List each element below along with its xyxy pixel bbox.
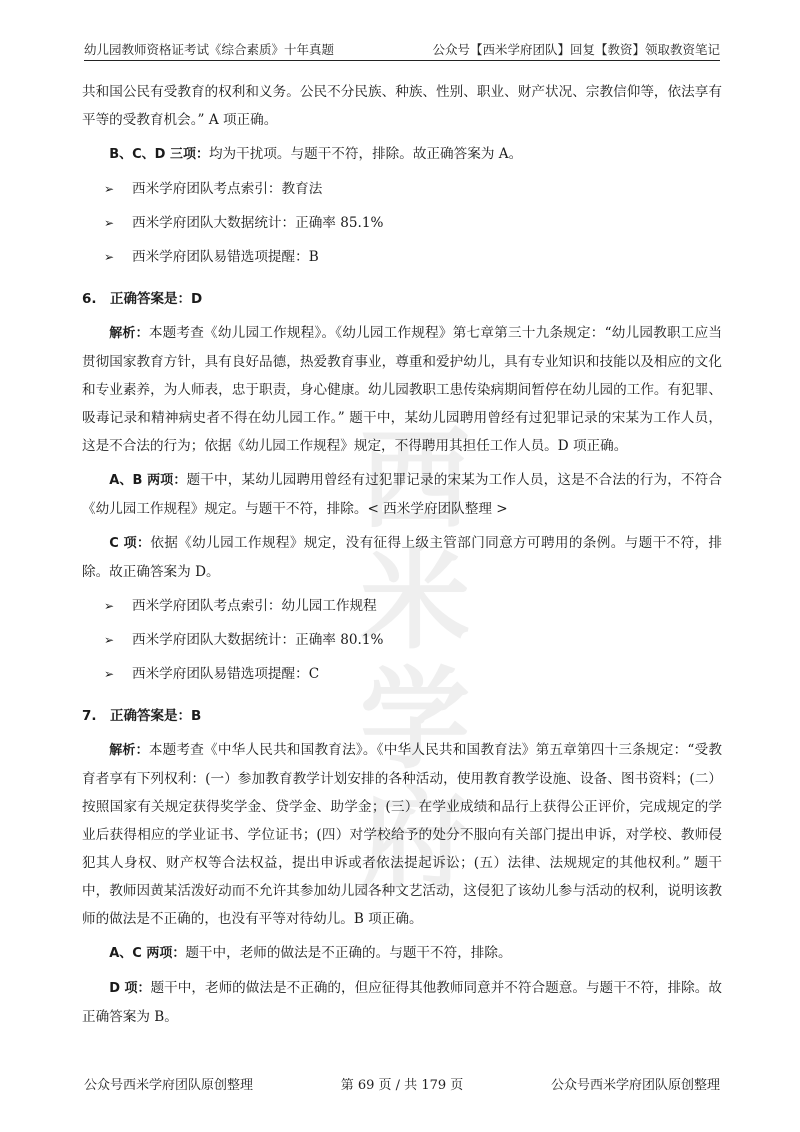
watermark-line-2: 学府 (360, 656, 470, 904)
q7-jiexi-label: 解析： (109, 743, 149, 758)
q7-jiexi-text: 本题考查《中华人民共和国教育法》。《中华人民共和国教育法》第五章第四十三条规定：“受教育者享有下列权利：(一）参加教育教学计划安排的各种活动，使用教育教学设施、设备、图书资料；(二）按照国家有关规定获得奖学金、贷学金、助学金；(三）在学业成绩和品行上获得公正评价，完成规定的学业后获得相应的学业证书、学位证书；(四）对学校给予的处分不服向有关部门提出申诉，对学校、教师侵犯其人身权、财产权等合法权益，提出申诉或者依法提起诉讼；(五）法律、法规规定的其他权利。” 题干中，教师因黄某活泼好动而不允许其参加幼儿园各种文艺活动，这侵犯了该幼儿参与活动的权利，说明该教师的做法是不正确的，也没有平等对待幼儿。B 项正确。 (82, 742, 722, 927)
q7-heading (82, 702, 722, 730)
q6-c-paragraph (82, 529, 722, 586)
q7-explanation (82, 736, 722, 933)
header-title: 幼儿园教师资格证考试《综合素质》十年真题 (84, 42, 335, 57)
q7-d-paragraph (82, 974, 722, 1031)
arrow-bullet-icon: ➢ (104, 250, 115, 264)
list-item: ➢ 西米学府团队大数据统计：正确率 85.1% (82, 209, 722, 237)
q6-heading (82, 285, 722, 313)
footer-left: 公众号西米学府团队原创整理 (84, 1078, 254, 1093)
arrow-bullet-icon: ➢ (104, 633, 115, 647)
q7-d-label: D 项： (109, 981, 151, 996)
q6-answer: 正确答案是：D (110, 291, 203, 307)
q6-ab-paragraph (82, 466, 722, 523)
list-item: ➢ 西米学府团队考点索引：幼儿园工作规程 (82, 592, 722, 620)
page-number: 第 69 页 / 共 179 页 (340, 1078, 464, 1093)
page-header (84, 38, 720, 61)
list-item: ➢ 西米学府团队大数据统计：正确率 80.1% (82, 626, 722, 654)
list-item: ➢ 西米学府团队易错选项提醒：B (82, 243, 722, 271)
header-promo: 公众号【西米学府团队】回复【教资】领取教资笔记 (432, 42, 720, 57)
watermark-line-1: 西米 (360, 416, 470, 664)
q7-ac-label: A、C 两项： (109, 946, 186, 961)
page-footer (84, 1074, 720, 1094)
q5-continuation: 共和国公民有受教育的权利和义务。公民不分民族、种族、性别、职业、财产状况、宗教信仰等，依法享有平等的受教育机会。” A 项正确。 (82, 84, 722, 128)
q6-ab-text: 题干中，某幼儿园聘用曾经有过犯罪记录的宋某为工作人员，这是不合法的行为，不符合《幼儿园工作规程》规定。与题干不符，排除。< 西米学府团队整理 > (82, 472, 723, 517)
q5-bcd-paragraph (82, 140, 722, 169)
q6-explanation (82, 319, 722, 460)
q6-bullet-list (82, 592, 722, 688)
page-content (82, 78, 722, 1037)
arrow-bullet-icon: ➢ (104, 216, 115, 230)
q5-bullet-list (82, 175, 722, 271)
q5-bcd-text: 均为干扰项。与题干不符，排除。故正确答案为 A。 (208, 146, 523, 162)
q6-jiexi-label: 解析： (109, 326, 149, 341)
q6-c-text: 依据《幼儿园工作规程》规定，没有征得上级主管部门同意方可聘用的条例。与题干不符，排除。故正确答案为 D。 (82, 535, 722, 580)
arrow-bullet-icon: ➢ (104, 667, 115, 681)
arrow-bullet-icon: ➢ (104, 599, 115, 613)
q7-ac-paragraph (82, 939, 722, 968)
q6-jiexi-text: 本题考查《幼儿园工作规程》。《幼儿园工作规程》第七章第三十九条规定：“幼儿园教职工应当贯彻国家教育方针，具有良好品德，热爱教育事业，尊重和爱护幼儿，具有专业知识和技能以及相应的文化和专业素养，为人师表，忠于职责，身心健康。幼儿园教职工患传染病期间暂停在幼儿园的工作。有犯罪、吸毒记录和精神病史者不得在幼儿园工作。” 题干中，某幼儿园聘用曾经有过犯罪记录的宋某为工作人员，这是不合法的行为；依据《幼儿园工作规程》规定，不得聘用其担任工作人员。D 项正确。 (82, 325, 722, 454)
list-item: ➢ 西米学府团队易错选项提醒：C (82, 660, 722, 688)
q6-c-label: C 项： (109, 536, 151, 551)
arrow-bullet-icon: ➢ (104, 182, 115, 196)
list-item: ➢ 西米学府团队考点索引：教育法 (82, 175, 722, 203)
q7-answer: 正确答案是：B (110, 708, 202, 724)
q6-number: 6. (82, 291, 97, 307)
q7-ac-text: 题干中，老师的做法是不正确的。与题干不符，排除。 (185, 945, 512, 961)
q7-d-text: 题干中，老师的做法是不正确的，但应征得其他教师同意并不符合题意。与题干不符，排除。故正确答案为 B。 (82, 980, 722, 1025)
q7-number: 7. (82, 708, 97, 724)
q5-bcd-label: B、C、D 三项： (109, 147, 209, 162)
q6-ab-label: A、B 两项： (109, 473, 187, 488)
footer-right: 公众号西米学府团队原创整理 (550, 1078, 720, 1093)
